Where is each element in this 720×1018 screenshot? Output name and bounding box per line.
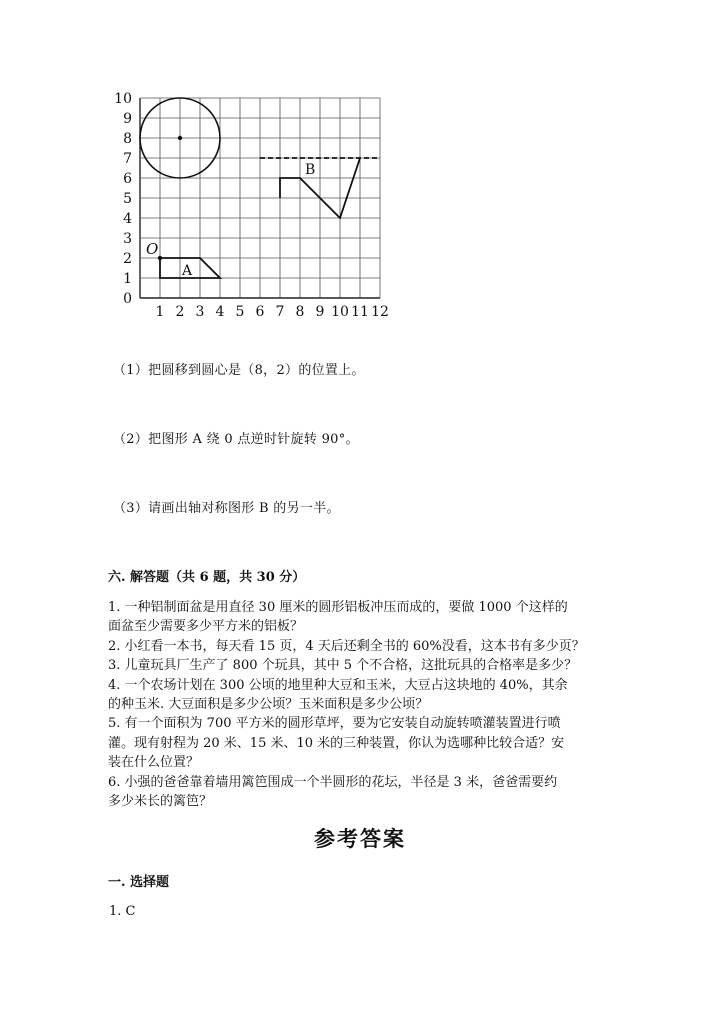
y-tick-label: 9 <box>123 111 132 127</box>
problem-line: 2. 小红看一本书，每天看 15 页，4 天后还剩全书的 60%没看，这本书有多少页？ <box>108 638 585 654</box>
y-tick-label: 0 <box>123 291 132 307</box>
x-tick-label: 3 <box>195 304 205 320</box>
sub-question-3: （3）请画出轴对称图形 B 的另一半。 <box>113 501 340 516</box>
x-tick-label: 8 <box>295 304 305 320</box>
grid-lines <box>140 98 380 298</box>
answer-section-one-title: 一. 选择题 <box>108 875 170 890</box>
origin-point-dot <box>158 256 162 260</box>
y-tick-label: 5 <box>123 191 132 207</box>
y-tick-label: 6 <box>123 171 132 187</box>
shape-b-label: B <box>305 162 316 178</box>
x-tick-label: 6 <box>255 304 265 320</box>
y-tick-label: 3 <box>123 231 132 247</box>
x-tick-label: 1 <box>155 304 165 320</box>
y-tick-label: 1 <box>123 271 132 287</box>
x-tick-label: 12 <box>371 304 389 320</box>
origin-label: O <box>146 240 159 258</box>
answer-key-title: 参考答案 <box>314 826 406 851</box>
y-tick-label: 8 <box>123 131 132 147</box>
answer-item-1: 1. C <box>109 904 136 919</box>
problem-line: 灌。现有射程为 20 米、15 米、10 米的三种装置，你认为选哪种比较合适？安 <box>108 735 565 751</box>
x-tick-label: 7 <box>275 304 285 320</box>
x-tick-label: 2 <box>175 304 185 320</box>
y-tick-label: 2 <box>123 251 132 267</box>
coordinate-grid-figure <box>110 88 400 323</box>
problem-line: 1. 一种铝制面盆是用直径 30 厘米的圆形铝板冲压而成的，要做 1000 个这样的 <box>108 600 568 615</box>
problem-line: 装在什么位置？ <box>108 755 200 771</box>
x-tick-label: 10 <box>331 304 349 320</box>
y-tick-label: 7 <box>123 151 132 167</box>
problem-line: 6. 小强的爸爸靠着墙用篱笆围成一个半圆形的花坛，半径是 3 米，爸爸需要约 <box>108 774 558 790</box>
problem-line: 多少米长的篱笆？ <box>108 794 213 810</box>
problem-line: 4. 一个农场计划在 300 公顷的地里种大豆和玉米，大豆占这块地的 40%，其余 <box>108 677 568 693</box>
section-six-title: 六. 解答题（共 6 题，共 30 分） <box>108 570 306 585</box>
sub-question-2: （2）把图形 A 绕 0 点逆时针旋转 90°。 <box>113 432 359 447</box>
problem-line: 的种玉米. 大豆面积是多少公顷？玉米面积是多少公顷？ <box>108 697 429 713</box>
x-tick-label: 4 <box>215 304 225 320</box>
x-tick-label: 11 <box>351 304 369 320</box>
x-tick-label: 5 <box>235 304 245 320</box>
sub-question-1: （1）把圆移到圆心是（8，2）的位置上。 <box>113 363 365 378</box>
problem-line: 面盆至少需要多少平方米的铝板？ <box>108 619 304 635</box>
problem-line: 3. 儿童玩具厂生产了 800 个玩具，其中 5 个不合格，这批玩具的合格率是多少？ <box>108 658 578 674</box>
y-tick-label: 10 <box>114 91 132 107</box>
section-six-problems <box>108 598 618 811</box>
axis-labels <box>114 91 389 320</box>
problem-line: 5. 有一个面积为 700 平方米的圆形草坪，要为它安装自动旋转喷灌装置进行喷 <box>108 716 561 732</box>
y-tick-label: 4 <box>123 211 132 227</box>
x-tick-label: 9 <box>315 304 325 320</box>
shape-a-label: A <box>182 263 193 279</box>
circle-center-dot <box>178 136 182 140</box>
